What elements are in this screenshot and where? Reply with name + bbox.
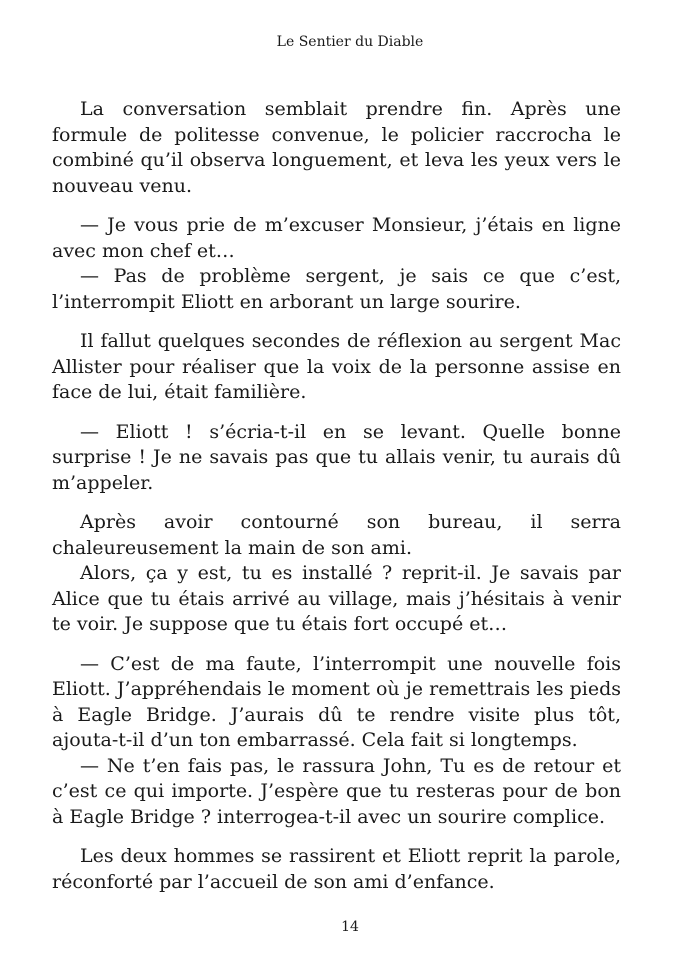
paragraph-6a: — C’est de ma faute, l’interrompit une nouvelle fois Eliott. J’appréhendais le moment où je remettrais les pieds à Eagle Bridge. J’aurais dû te rendre visite plus tôt, ajouta-t-il d’un ton embarrassé. Cela fait si longtemps. xyxy=(52,652,621,751)
paragraph-4: — Eliott ! s’écria-t-il en se levant. Quelle bonne surprise ! Je ne savais pas que tu allais venir, tu aurais dû m’appeler. xyxy=(52,420,621,494)
running-title: Le Sentier du Diable xyxy=(276,34,424,50)
dialogue-group-3 xyxy=(52,652,621,831)
paragraph-7: Les deux hommes se rassirent et Eliott reprit la parole, réconforté par l’accueil de son ami d’enfance. xyxy=(52,845,621,893)
paragraph-2b: — Pas de problème sergent, je sais ce que c’est, l’interrompit Eliott en arborant un large sourire. xyxy=(52,265,621,313)
paragraph-3: Il fallut quelques secondes de réflexion au sergent Mac Allister pour réaliser que la voix de la personne assise en face de lui, était familière. xyxy=(52,330,621,403)
paragraph-5b: Alors, ça y est, tu es installé ? reprit-il. Je savais par Alice que tu étais arrivé au village, mais j’hésitais à venir te voir. Je suppose que tu étais fort occupé et… xyxy=(52,562,621,635)
paragraph-1: La conversation semblait prendre fin. Après une formule de politesse convenue, le policier raccrocha le combiné qu’il observa longuement, et leva les yeux vers le nouveau venu. xyxy=(52,98,621,197)
paragraph-2a: — Je vous prie de m’excuser Monsieur, j’étais en ligne avec mon chef et… xyxy=(52,214,621,262)
dialogue-group-1 xyxy=(52,213,621,315)
page-number: 14 xyxy=(341,919,359,935)
page-body xyxy=(52,97,621,909)
paragraph-6b: — Ne t’en fais pas, le rassura John, Tu es de retour et c’est ce qui importe. J’espère que tu resteras pour de bon à Eagle Bridge ? interrogea-t-il avec un sourire complice. xyxy=(52,754,621,828)
paragraph-5a: Après avoir contourné son bureau, il serra chaleureusement la main de son ami. xyxy=(52,511,621,559)
dialogue-group-2 xyxy=(52,510,621,638)
